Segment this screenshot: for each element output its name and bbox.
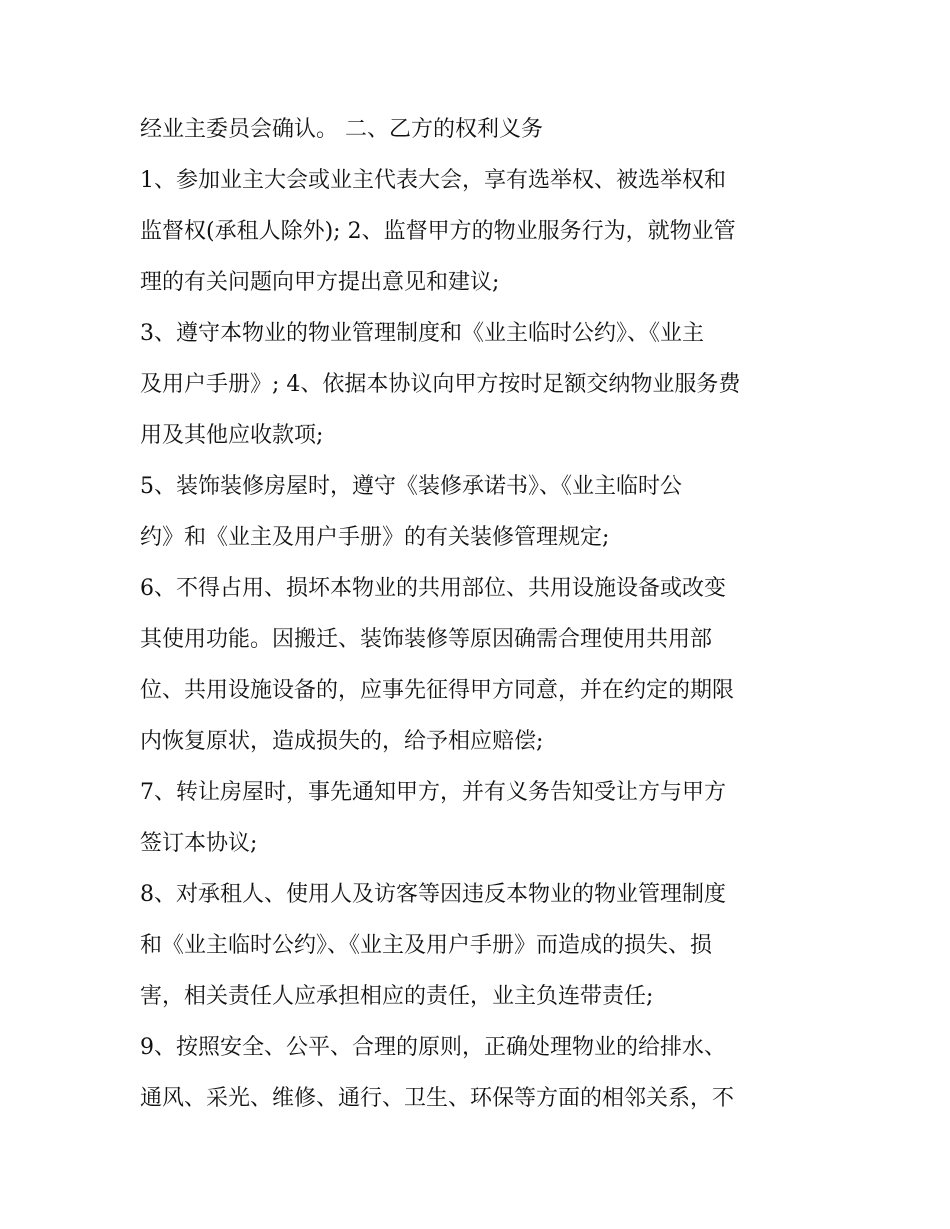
text-line: 及用户手册》; 4、依据本协议向甲方按时足额交纳物业服务费 xyxy=(140,372,741,397)
text-line: 3、遵守本物业的物业管理制度和《业主临时公约》、《业主 xyxy=(140,321,704,346)
text-line: 经业主委员会确认。 二、乙方的权利义务 xyxy=(140,117,543,142)
text-line: 位、共用设施设备的，应事先征得甲方同意，并在约定的期限 xyxy=(140,678,735,703)
text-line: 签订本协议; xyxy=(140,831,258,856)
text-line: 5、装饰装修房屋时，遵守《装修承诺书》、《业主临时公 xyxy=(140,474,682,499)
text-line: 理的有关问题向甲方提出意见和建议; xyxy=(140,270,500,295)
text-line: 害，相关责任人应承担相应的责任，业主负连带责任; xyxy=(140,984,654,1009)
text-line: 6、不得占用、损坏本物业的共用部位、共用设施设备或改变 xyxy=(140,576,726,601)
text-line: 8、对承租人、使用人及访客等因违反本物业的物业管理制度 xyxy=(140,882,726,907)
text-line: 7、转让房屋时，事先通知甲方，并有义务告知受让方与甲方 xyxy=(140,780,726,805)
text-line: 和《业主临时公约》、《业主及用户手册》而造成的损失、损 xyxy=(140,933,713,958)
text-line: 9、按照安全、公平、合理的原则，正确处理物业的给排水、 xyxy=(140,1035,726,1060)
text-line: 用及其他应收款项; xyxy=(140,423,324,448)
text-line: 1、参加业主大会或业主代表大会，享有选举权、被选举权和 xyxy=(140,168,726,193)
text-line: 内恢复原状，造成损失的，给予相应赔偿; xyxy=(140,729,544,754)
text-line: 其使用功能。因搬迁、装饰装修等原因确需合理使用共用部 xyxy=(140,627,713,652)
text-line: 约》和《业主及用户手册》的有关装修管理规定; xyxy=(140,525,610,550)
text-line: 监督权(承租人除外); 2、监督甲方的物业服务行为，就物业管 xyxy=(140,219,736,244)
text-line: 通风、采光、维修、通行、卫生、环保等方面的相邻关系，不 xyxy=(140,1086,735,1111)
document-body xyxy=(140,108,820,1128)
